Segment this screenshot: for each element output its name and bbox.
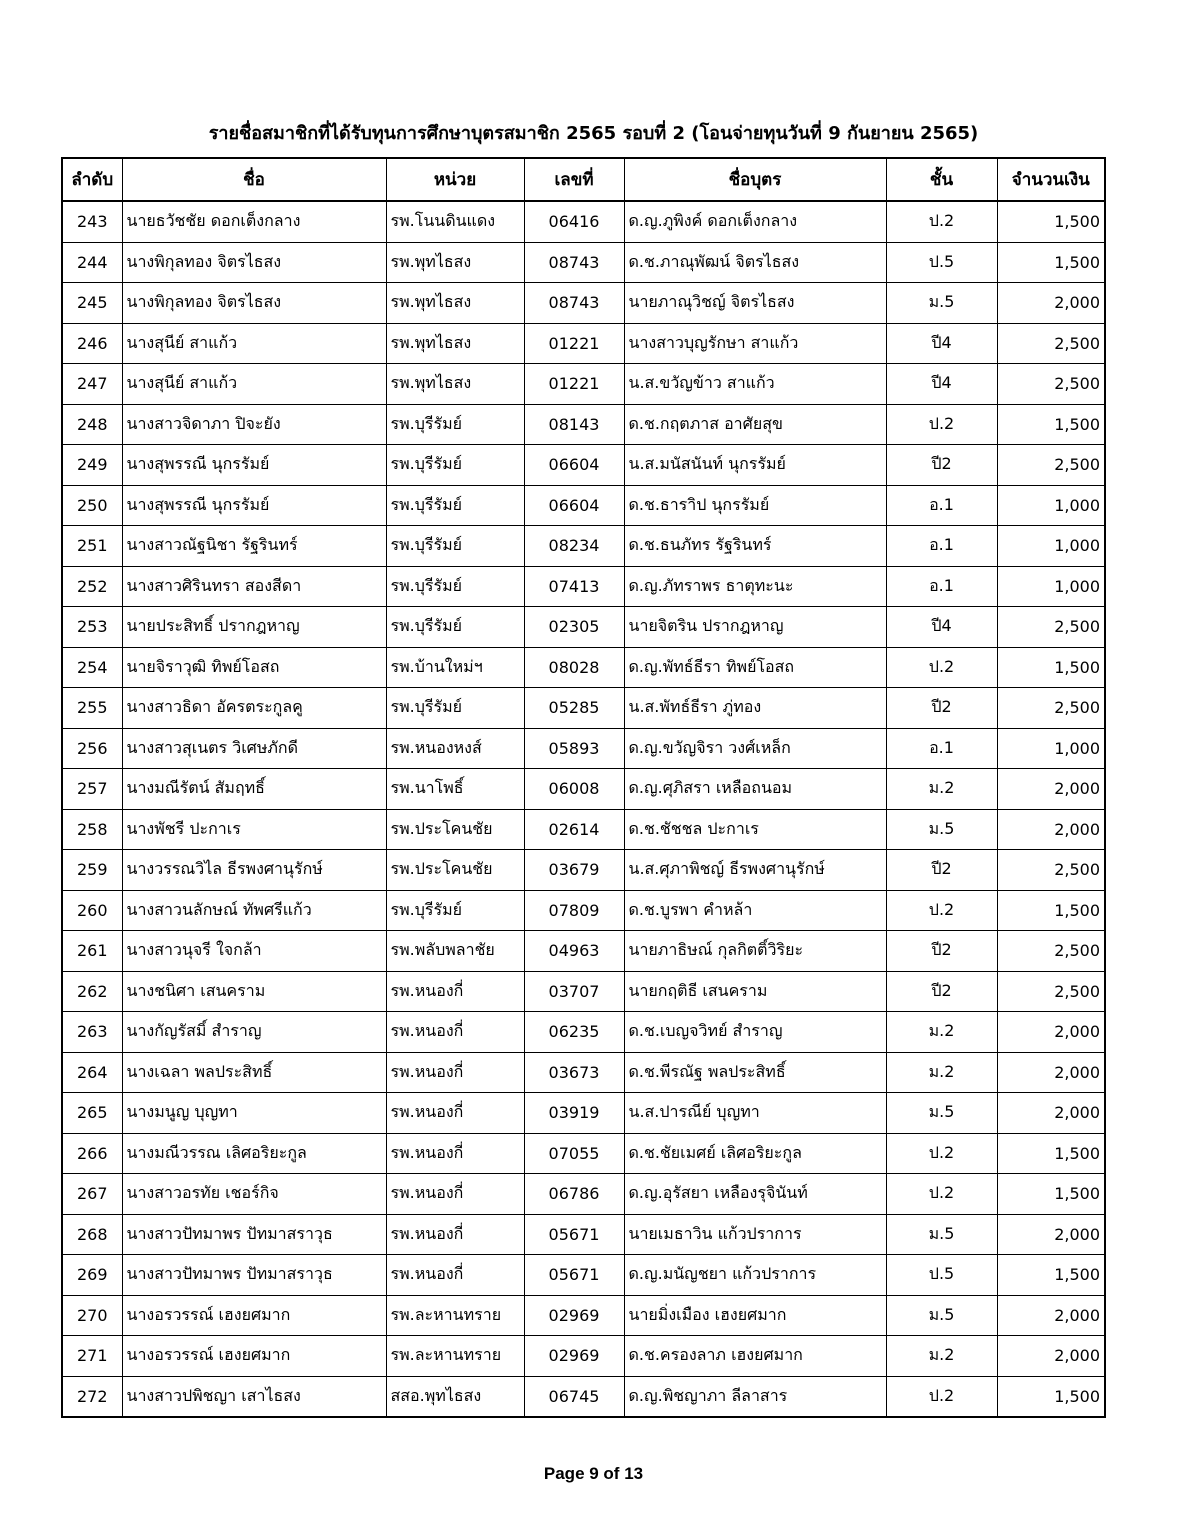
cell-member-name: นายประสิทธิ์ ปรากฎหาญ — [122, 607, 386, 648]
cell-member-id: 01221 — [524, 364, 624, 405]
cell-grade: ปี2 — [886, 688, 997, 729]
cell-amount: 2,000 — [997, 1012, 1105, 1053]
document-title: รายชื่อสมาชิกที่ได้รับทุนการศึกษาบุตรสมาชิก 2565 รอบที่ 2 (โอนจ่ายทุนวันที่ 9 กันยายน 2565) — [208, 123, 979, 144]
cell-member-name: นางสาวอรทัย เชอร์กิจ — [122, 1174, 386, 1215]
cell-unit: รพ.ประโคนชัย — [386, 850, 524, 891]
cell-unit: รพ.บุรีรัมย์ — [386, 404, 524, 445]
header-child-name: ชื่อบุตร — [624, 158, 886, 201]
cell-member-id: 06786 — [524, 1174, 624, 1215]
cell-unit: รพ.ประโคนชัย — [386, 809, 524, 850]
cell-grade: อ.1 — [886, 566, 997, 607]
cell-amount: 1,000 — [997, 485, 1105, 526]
cell-unit: รพ.บุรีรัมย์ — [386, 445, 524, 486]
cell-grade: ป.2 — [886, 201, 997, 242]
cell-member-name: นางสุนีย์ สาแก้ว — [122, 323, 386, 364]
cell-child-name: ด.ญ.มนัญชยา แก้วปราการ — [624, 1255, 886, 1296]
cell-unit: รพ.บุรีรัมย์ — [386, 526, 524, 567]
table-row — [62, 809, 1105, 850]
table-row — [62, 364, 1105, 405]
cell-member-id: 01221 — [524, 323, 624, 364]
cell-grade: ม.5 — [886, 1093, 997, 1134]
cell-amount: 2,000 — [997, 1093, 1105, 1134]
cell-child-name: น.ส.พัทธ์ธีรา ภู่ทอง — [624, 688, 886, 729]
cell-amount: 1,500 — [997, 404, 1105, 445]
cell-unit: รพ.หนองกี่ — [386, 1052, 524, 1093]
cell-member-id: 03679 — [524, 850, 624, 891]
cell-member-name: นางสาวศิรินทรา สองสีดา — [122, 566, 386, 607]
cell-amount: 2,500 — [997, 445, 1105, 486]
cell-member-id: 08234 — [524, 526, 624, 567]
table-row — [62, 890, 1105, 931]
cell-child-name: ด.ญ.อุรัสยา เหลืองรุจินันท์ — [624, 1174, 886, 1215]
cell-grade: ปี4 — [886, 323, 997, 364]
cell-amount: 1,500 — [997, 890, 1105, 931]
cell-order-number: 260 — [62, 890, 122, 931]
table-row — [62, 201, 1105, 242]
cell-child-name: ด.ช.ภาณุพัฒน์ จิตรไธสง — [624, 242, 886, 283]
cell-child-name: น.ส.ปารณีย์ บุญทา — [624, 1093, 886, 1134]
cell-order-number: 270 — [62, 1295, 122, 1336]
table-row — [62, 526, 1105, 567]
table-row — [62, 566, 1105, 607]
cell-amount: 2,000 — [997, 1214, 1105, 1255]
cell-unit: รพ.หนองหงส์ — [386, 728, 524, 769]
cell-child-name: ด.ช.พีรณัฐ พลประสิทธิ์ — [624, 1052, 886, 1093]
cell-order-number: 253 — [62, 607, 122, 648]
cell-member-id: 08743 — [524, 283, 624, 324]
cell-unit: รพ.บุรีรัมย์ — [386, 607, 524, 648]
cell-member-name: นางสาวณัฐนิชา รัฐรินทร์ — [122, 526, 386, 567]
cell-unit: รพ.บุรีรัมย์ — [386, 890, 524, 931]
cell-amount: 1,000 — [997, 728, 1105, 769]
cell-member-name: นายจิราวุฒิ ทิพย์โอสถ — [122, 647, 386, 688]
table-row — [62, 445, 1105, 486]
cell-unit: รพ.หนองกี่ — [386, 1255, 524, 1296]
page-number: Page 9 of 13 — [543, 1464, 644, 1483]
cell-member-name: นางชนิศา เสนคราม — [122, 971, 386, 1012]
cell-order-number: 265 — [62, 1093, 122, 1134]
cell-member-id: 02969 — [524, 1336, 624, 1377]
cell-unit: รพ.หนองกี่ — [386, 971, 524, 1012]
cell-unit: รพ.นาโพธิ์ — [386, 769, 524, 810]
cell-child-name: ด.ช.เบญจวิทย์ สำราญ — [624, 1012, 886, 1053]
cell-amount: 1,500 — [997, 201, 1105, 242]
cell-member-id: 06416 — [524, 201, 624, 242]
cell-unit: รพ.หนองกี่ — [386, 1174, 524, 1215]
cell-order-number: 262 — [62, 971, 122, 1012]
cell-grade: ม.5 — [886, 809, 997, 850]
cell-unit: รพ.พุทไธสง — [386, 364, 524, 405]
table-row — [62, 850, 1105, 891]
header-no: ลำดับ — [62, 158, 122, 201]
cell-amount: 2,000 — [997, 1052, 1105, 1093]
cell-grade: ม.2 — [886, 769, 997, 810]
cell-member-id: 06604 — [524, 485, 624, 526]
cell-amount: 2,000 — [997, 809, 1105, 850]
cell-amount: 2,000 — [997, 1336, 1105, 1377]
cell-amount: 1,500 — [997, 1174, 1105, 1215]
cell-amount: 1,000 — [997, 526, 1105, 567]
table-row — [62, 1174, 1105, 1215]
cell-grade: ป.5 — [886, 242, 997, 283]
cell-grade: ปี2 — [886, 971, 997, 1012]
cell-amount: 2,500 — [997, 364, 1105, 405]
cell-order-number: 250 — [62, 485, 122, 526]
cell-member-name: นางวรรณวิไล ธีรพงศานุรักษ์ — [122, 850, 386, 891]
cell-order-number: 247 — [62, 364, 122, 405]
cell-grade: ป.5 — [886, 1255, 997, 1296]
cell-grade: ป.2 — [886, 1376, 997, 1417]
cell-order-number: 252 — [62, 566, 122, 607]
table-row — [62, 1093, 1105, 1134]
cell-child-name: ด.ช.ชัยเมศย์ เลิศอริยะกูล — [624, 1133, 886, 1174]
cell-member-name: นางสาวปพิชญา เสาไธสง — [122, 1376, 386, 1417]
cell-grade: ม.5 — [886, 1214, 997, 1255]
table-row — [62, 769, 1105, 810]
cell-grade: ปี4 — [886, 607, 997, 648]
cell-grade: ม.5 — [886, 283, 997, 324]
cell-child-name: ด.ช.ครองลาภ เฮงยศมาก — [624, 1336, 886, 1377]
cell-member-id: 03673 — [524, 1052, 624, 1093]
cell-unit: รพ.ละหานทราย — [386, 1295, 524, 1336]
cell-member-name: นางพิกุลทอง จิตรไธสง — [122, 283, 386, 324]
cell-member-id: 07413 — [524, 566, 624, 607]
cell-child-name: น.ส.ศุภาพิชญ์ ธีรพงศานุรักษ์ — [624, 850, 886, 891]
cell-order-number: 268 — [62, 1214, 122, 1255]
cell-amount: 1,500 — [997, 1255, 1105, 1296]
cell-child-name: ด.ญ.พิชญาภา ลีลาสาร — [624, 1376, 886, 1417]
cell-unit: รพ.หนองกี่ — [386, 1133, 524, 1174]
table-header-row — [62, 158, 1105, 201]
cell-member-name: นางพัชรี ปะกาเร — [122, 809, 386, 850]
cell-child-name: ด.ช.กฤตภาส อาศัยสุข — [624, 404, 886, 445]
cell-unit: รพ.ละหานทราย — [386, 1336, 524, 1377]
cell-unit: รพ.บุรีรัมย์ — [386, 485, 524, 526]
table-row — [62, 1376, 1105, 1417]
table-row — [62, 1214, 1105, 1255]
cell-grade: ม.5 — [886, 1295, 997, 1336]
cell-grade: ป.2 — [886, 1133, 997, 1174]
cell-child-name: ด.ญ.ภูพิงค์ ดอกเต็งกลาง — [624, 201, 886, 242]
cell-amount: 2,500 — [997, 931, 1105, 972]
cell-member-name: นางอรวรรณ์ เฮงยศมาก — [122, 1295, 386, 1336]
cell-grade: อ.1 — [886, 728, 997, 769]
cell-grade: ป.2 — [886, 647, 997, 688]
cell-child-name: นางสาวบุญรักษา สาแก้ว — [624, 323, 886, 364]
cell-order-number: 254 — [62, 647, 122, 688]
cell-order-number: 244 — [62, 242, 122, 283]
cell-member-id: 06008 — [524, 769, 624, 810]
header-unit: หน่วย — [386, 158, 524, 201]
cell-order-number: 251 — [62, 526, 122, 567]
cell-unit: รพ.พลับพลาชัย — [386, 931, 524, 972]
cell-grade: อ.1 — [886, 526, 997, 567]
cell-member-id: 06604 — [524, 445, 624, 486]
cell-order-number: 261 — [62, 931, 122, 972]
cell-grade: ปี4 — [886, 364, 997, 405]
cell-member-id: 06235 — [524, 1012, 624, 1053]
table-row — [62, 1336, 1105, 1377]
table-row — [62, 1012, 1105, 1053]
cell-member-id: 05671 — [524, 1255, 624, 1296]
cell-child-name: น.ส.ขวัญข้าว สาแก้ว — [624, 364, 886, 405]
cell-unit: รพ.พุทไธสง — [386, 323, 524, 364]
cell-member-id: 06745 — [524, 1376, 624, 1417]
table-row — [62, 485, 1105, 526]
cell-member-name: นางสุพรรณี นุกรรัมย์ — [122, 485, 386, 526]
cell-member-id: 07809 — [524, 890, 624, 931]
cell-member-name: นางสุพรรณี นุกรรัมย์ — [122, 445, 386, 486]
cell-grade: ป.2 — [886, 404, 997, 445]
cell-member-name: นางอรวรรณ์ เฮงยศมาก — [122, 1336, 386, 1377]
cell-child-name: ด.ช.ชัชชล ปะกาเร — [624, 809, 886, 850]
cell-member-name: นางสาวสุเนตร วิเศษภักดี — [122, 728, 386, 769]
cell-member-id: 05893 — [524, 728, 624, 769]
cell-amount: 2,000 — [997, 283, 1105, 324]
cell-member-name: นางเฉลา พลประสิทธิ์ — [122, 1052, 386, 1093]
cell-child-name: ด.ช.ธาราิป นุกรรัมย์ — [624, 485, 886, 526]
cell-child-name: นายเมธาวิน แก้วปราการ — [624, 1214, 886, 1255]
cell-member-name: นางสาวนุจรี ใจกล้า — [122, 931, 386, 972]
cell-member-name: นางสาวปัทมาพร ปัทมาสราวุธ — [122, 1255, 386, 1296]
cell-order-number: 246 — [62, 323, 122, 364]
cell-member-id: 03707 — [524, 971, 624, 1012]
header-id: เลขที่ — [524, 158, 624, 201]
table-row — [62, 647, 1105, 688]
cell-unit: รพ.หนองกี่ — [386, 1093, 524, 1134]
cell-grade: ม.2 — [886, 1052, 997, 1093]
cell-unit: รพ.โนนดินแดง — [386, 201, 524, 242]
table-row — [62, 607, 1105, 648]
cell-member-name: นางพิกุลทอง จิตรไธสง — [122, 242, 386, 283]
cell-child-name: ด.ญ.พัทธ์ธีรา ทิพย์โอสถ — [624, 647, 886, 688]
cell-member-id: 05671 — [524, 1214, 624, 1255]
cell-order-number: 249 — [62, 445, 122, 486]
cell-member-id: 04963 — [524, 931, 624, 972]
cell-child-name: ด.ช.ธนภัทร รัฐรินทร์ — [624, 526, 886, 567]
cell-grade: ม.2 — [886, 1336, 997, 1377]
scholarship-table — [61, 157, 1106, 1418]
table-row — [62, 404, 1105, 445]
cell-member-name: นางมณีวรรณ เลิศอริยะกูล — [122, 1133, 386, 1174]
cell-grade: ปี2 — [886, 445, 997, 486]
cell-amount: 1,500 — [997, 647, 1105, 688]
cell-unit: รพ.บ้านใหม่ฯ — [386, 647, 524, 688]
cell-grade: ปี2 — [886, 850, 997, 891]
cell-order-number: 256 — [62, 728, 122, 769]
cell-order-number: 264 — [62, 1052, 122, 1093]
cell-order-number: 266 — [62, 1133, 122, 1174]
cell-amount: 2,000 — [997, 1295, 1105, 1336]
table-row — [62, 1133, 1105, 1174]
cell-child-name: นายจิตริน ปรากฎหาญ — [624, 607, 886, 648]
table-row — [62, 1295, 1105, 1336]
cell-grade: ม.2 — [886, 1012, 997, 1053]
cell-order-number: 271 — [62, 1336, 122, 1377]
table-row — [62, 931, 1105, 972]
cell-child-name: ด.ญ.ศุภิสรา เหลือถนอม — [624, 769, 886, 810]
header-name: ชื่อ — [122, 158, 386, 201]
table-row — [62, 728, 1105, 769]
cell-member-name: นางมณีรัตน์ สัมฤทธิ์ — [122, 769, 386, 810]
cell-amount: 2,500 — [997, 323, 1105, 364]
cell-order-number: 269 — [62, 1255, 122, 1296]
cell-order-number: 272 — [62, 1376, 122, 1417]
cell-member-id: 02305 — [524, 607, 624, 648]
cell-amount: 1,500 — [997, 1376, 1105, 1417]
table-row — [62, 1052, 1105, 1093]
table-row — [62, 323, 1105, 364]
cell-amount: 1,500 — [997, 242, 1105, 283]
cell-member-id: 02614 — [524, 809, 624, 850]
cell-child-name: น.ส.มนัสนันท์ นุกรรัมย์ — [624, 445, 886, 486]
cell-member-id: 08743 — [524, 242, 624, 283]
table-row — [62, 688, 1105, 729]
cell-grade: ป.2 — [886, 1174, 997, 1215]
cell-order-number: 263 — [62, 1012, 122, 1053]
cell-grade: ปี2 — [886, 931, 997, 972]
table-row — [62, 242, 1105, 283]
cell-unit: รพ.หนองกี่ — [386, 1214, 524, 1255]
cell-amount: 2,500 — [997, 850, 1105, 891]
cell-order-number: 267 — [62, 1174, 122, 1215]
cell-unit: รพ.พุทไธสง — [386, 283, 524, 324]
cell-amount: 1,500 — [997, 1133, 1105, 1174]
cell-grade: ป.2 — [886, 890, 997, 931]
cell-order-number: 243 — [62, 201, 122, 242]
cell-member-id: 08143 — [524, 404, 624, 445]
cell-member-id: 08028 — [524, 647, 624, 688]
cell-amount: 2,500 — [997, 971, 1105, 1012]
cell-child-name: นายภาณุวิชญ์ จิตรไธสง — [624, 283, 886, 324]
cell-member-name: นางกัญรัสมิ์ สำราญ — [122, 1012, 386, 1053]
header-grade: ชั้น — [886, 158, 997, 201]
cell-member-name: นางสาวปัทมาพร ปัทมาสราวุธ — [122, 1214, 386, 1255]
cell-amount: 1,000 — [997, 566, 1105, 607]
table-row — [62, 1255, 1105, 1296]
cell-grade: อ.1 — [886, 485, 997, 526]
cell-order-number: 257 — [62, 769, 122, 810]
cell-amount: 2,500 — [997, 688, 1105, 729]
table-row — [62, 283, 1105, 324]
cell-unit: รพ.บุรีรัมย์ — [386, 688, 524, 729]
cell-unit: สสอ.พุทไธสง — [386, 1376, 524, 1417]
cell-member-id: 03919 — [524, 1093, 624, 1134]
cell-child-name: นายกฤติธี เสนคราม — [624, 971, 886, 1012]
cell-member-id: 05285 — [524, 688, 624, 729]
table-row — [62, 971, 1105, 1012]
cell-child-name: ด.ญ.ภัทราพร ธาตุทะนะ — [624, 566, 886, 607]
cell-order-number: 245 — [62, 283, 122, 324]
cell-amount: 2,500 — [997, 607, 1105, 648]
header-amount: จำนวนเงิน — [997, 158, 1105, 201]
cell-unit: รพ.บุรีรัมย์ — [386, 566, 524, 607]
cell-order-number: 259 — [62, 850, 122, 891]
cell-child-name: ด.ช.บูรพา คำหล้า — [624, 890, 886, 931]
cell-member-name: นางสุนีย์ สาแก้ว — [122, 364, 386, 405]
cell-member-id: 07055 — [524, 1133, 624, 1174]
cell-unit: รพ.พุทไธสง — [386, 242, 524, 283]
cell-member-name: นางมนูญ บุญทา — [122, 1093, 386, 1134]
cell-member-name: นางสาวจิดาภา ปิจะยัง — [122, 404, 386, 445]
cell-child-name: นายมิ่งเมือง เฮงยศมาก — [624, 1295, 886, 1336]
table-body — [62, 201, 1105, 1417]
cell-order-number: 258 — [62, 809, 122, 850]
cell-unit: รพ.หนองกี่ — [386, 1012, 524, 1053]
cell-member-name: นางสาวธิดา อัครตระกูลคู — [122, 688, 386, 729]
cell-member-id: 02969 — [524, 1295, 624, 1336]
cell-member-name: นายธวัชชัย ดอกเต็งกลาง — [122, 201, 386, 242]
cell-member-name: นางสาวนลักษณ์ ทัพศรีแก้ว — [122, 890, 386, 931]
cell-amount: 2,000 — [997, 769, 1105, 810]
cell-child-name: ด.ญ.ขวัญจิรา วงศ์เหล็ก — [624, 728, 886, 769]
cell-child-name: นายภาธิษณ์ กุลกิตติ์วิริยะ — [624, 931, 886, 972]
cell-order-number: 255 — [62, 688, 122, 729]
cell-order-number: 248 — [62, 404, 122, 445]
